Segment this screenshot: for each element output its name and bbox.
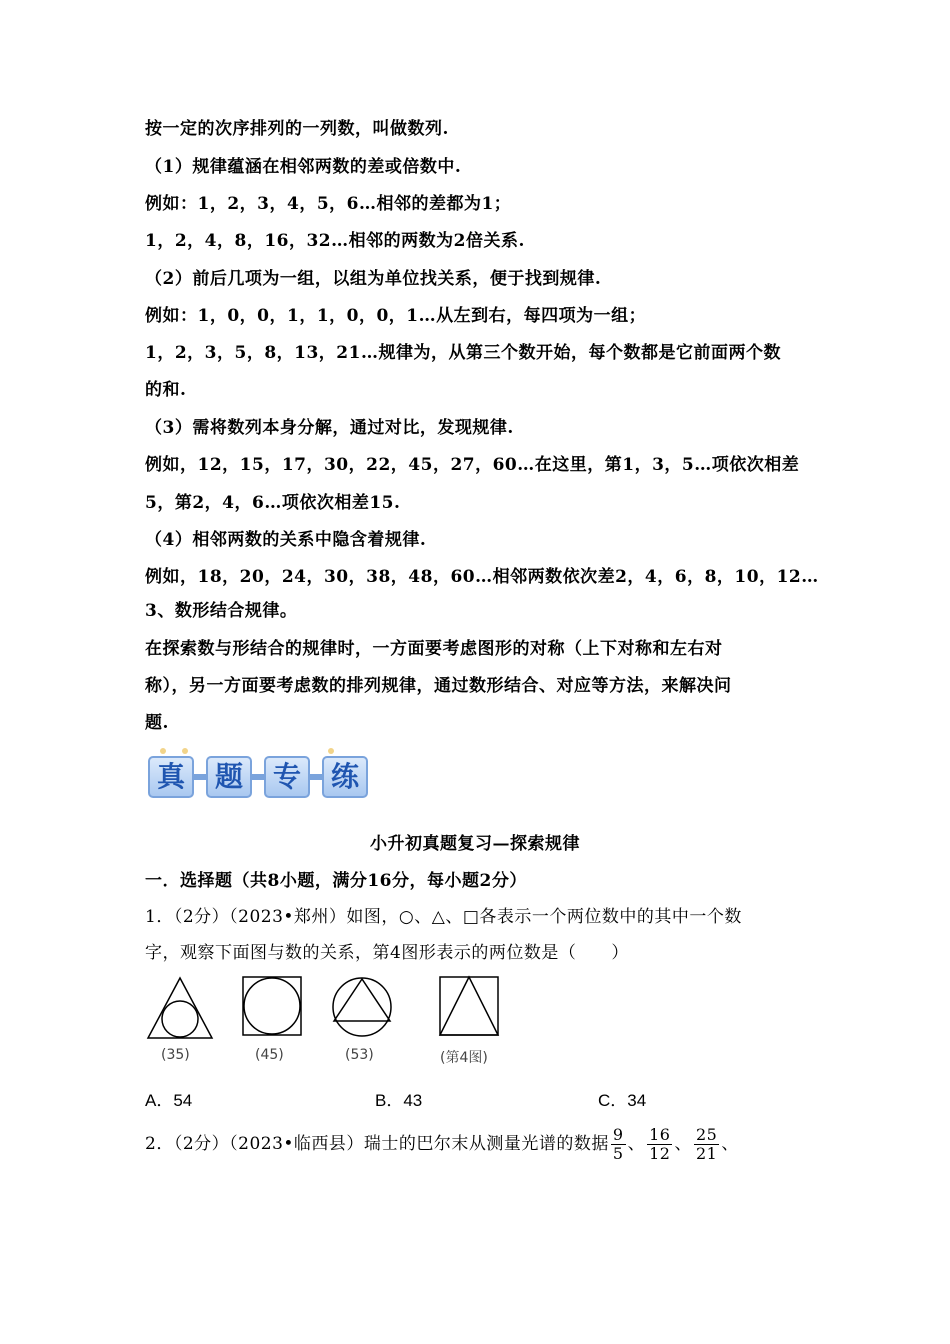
banner-dot [182, 748, 188, 754]
figure-caption: (45) [255, 1047, 284, 1063]
text-line: （4）相邻两数的关系中隐含着规律. [145, 530, 427, 550]
banner-tile: 专 [264, 756, 310, 798]
text-line: （2）前后几项为一组，以组为单位找关系，便于找到规律. [145, 269, 602, 289]
figure-caption: (35) [161, 1047, 190, 1063]
circle-with-triangle-figure [330, 975, 394, 1039]
text-line: 按一定的次序排列的一列数，叫做数列. [145, 119, 449, 139]
question-2-line-1 [145, 1123, 739, 1165]
banner-tile: 题 [206, 756, 252, 798]
fraction-denominator: 21 [695, 1144, 718, 1163]
banner-tile: 真 [148, 756, 194, 798]
fraction [611, 1126, 626, 1163]
text-line: 例如：1，0，0，1，1，0，0，1…从左到右，每四项为一组； [145, 306, 647, 326]
fraction-denominator: 12 [649, 1144, 671, 1163]
text-line: 例如：1，2，3，4，5，6…相邻的差都为1； [145, 194, 512, 214]
fraction-numerator: 9 [612, 1125, 624, 1144]
option-a: A．54 [145, 1091, 193, 1110]
banner-tile: 练 [322, 756, 368, 798]
fraction [694, 1126, 719, 1163]
banner-dot [160, 748, 166, 754]
fraction [647, 1126, 672, 1163]
question-1-line-2: 字，观察下面图与数的关系，第4图形表示的两位数是（ ） [145, 943, 629, 963]
text-line: 题. [145, 713, 169, 733]
option-b: B．43 [375, 1091, 423, 1110]
square-with-triangle-figure [438, 975, 500, 1037]
fraction-numerator: 25 [695, 1125, 718, 1144]
question-1-line-1: 1．（2分）（2023•郑州）如图，○、△、□各表示一个两位数中的其中一个数 [145, 907, 742, 927]
question-2-text: 2．（2分）（2023•临西县）瑞士的巴尔末从测量光谱的数据 [145, 1134, 609, 1154]
text-line: 例如，12，15，17，30，22，45，27，60…在这里，第1，3，5…项依次相差 [145, 455, 800, 475]
figure-caption: (53) [345, 1047, 374, 1063]
option-c: C．34 [598, 1091, 647, 1110]
text-line: 3、数形结合规律。 [145, 601, 298, 621]
text-line: 5，第2，4，6…项依次相差15. [145, 493, 401, 513]
separator: 、 [627, 1134, 646, 1154]
text-line: 例如，18，20，24，30，38，48，60…相邻两数依次差2，4，6，8，10，12… [145, 567, 819, 587]
square-with-circle-figure [241, 975, 303, 1037]
text-line: 称），另一方面要考虑数的排列规律，通过数形结合、对应等方法，来解决问 [145, 676, 732, 696]
banner-dot [328, 748, 334, 754]
question-1-figures [145, 975, 505, 1070]
text-line: （1）规律蕴涵在相邻两数的差或倍数中. [145, 157, 462, 177]
section-title: 小升初真题复习—探索规律 [370, 834, 580, 854]
text-line: 1，2，4，8，16，32…相邻的两数为2倍关系. [145, 231, 525, 251]
figure-caption: (第4图) [440, 1050, 488, 1066]
text-line: 1，2，3，5，8，13，21…规律为，从第三个数开始，每个数都是它前面两个数 [145, 343, 781, 363]
fraction-denominator: 5 [612, 1144, 624, 1163]
fraction-numerator: 16 [649, 1125, 671, 1144]
text-line: 在探索数与形结合的规律时，一方面要考虑图形的对称（上下对称和左右对 [145, 639, 723, 659]
separator: 、 [674, 1134, 692, 1154]
triangle-with-circle-figure [145, 975, 215, 1041]
separator: 、 [721, 1134, 739, 1154]
part-heading: 一．选择题（共8小题，满分16分，每小题2分） [145, 871, 527, 891]
practice-banner [148, 748, 370, 800]
text-line: 的和. [145, 380, 187, 400]
text-line: （3）需将数列本身分解，通过对比，发现规律. [145, 418, 514, 438]
